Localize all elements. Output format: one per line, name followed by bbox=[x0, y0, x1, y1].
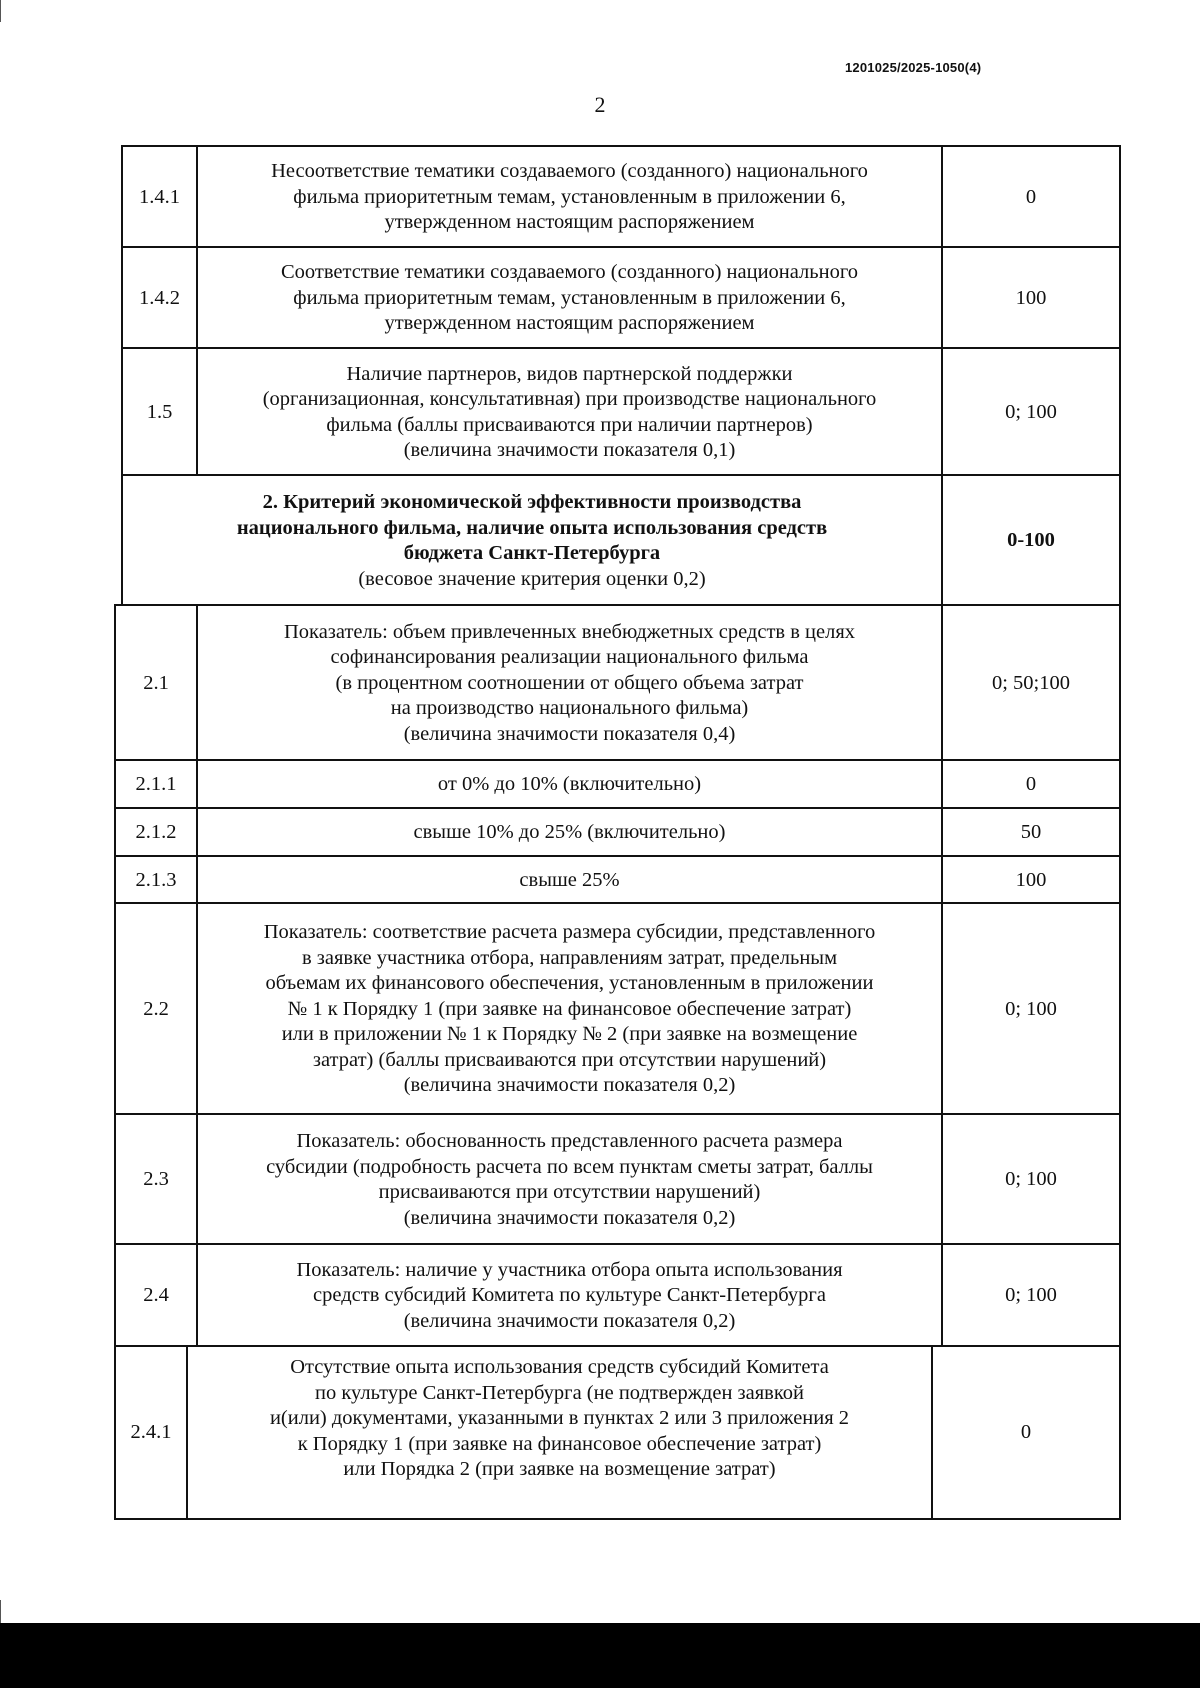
row-score: 0; 100 bbox=[1005, 1284, 1057, 1307]
row-number: 1.4.2 bbox=[123, 248, 198, 349]
row-number: 2.1.2 bbox=[116, 809, 198, 857]
row-number: 1.5 bbox=[123, 349, 198, 476]
row-score: 0; 50;100 bbox=[991, 671, 1071, 694]
table-row bbox=[121, 145, 1121, 248]
row-score: 0 bbox=[1025, 773, 1037, 796]
table-row bbox=[114, 902, 1121, 1115]
row-score: 0; 100 bbox=[1005, 1168, 1057, 1191]
row-description: Показатель: объем привлеченных внебюджетных средств в целях софинансирования реализации национального фильма (в процентном соотношении от общего объема затрат на производство национального фильма) (величина значимости показателя 0,4) bbox=[198, 606, 943, 761]
row-description: Показатель: соответствие расчета размера субсидии, представленного в заявке участника отбора, направлениям затрат, предельным объемам их финансового обеспечения, установленным в приложении № 1 к Порядку 1 (при заявке на финансовое обеспечение затрат) или в приложении № 1 к Порядку № 2 (при заявке на возмещение затрат) (баллы присваиваются при отсутствии нарушений) (величина значимости показателя 0,2) bbox=[198, 904, 943, 1115]
row-score: 100 bbox=[1015, 868, 1047, 891]
row-number: 2.1 bbox=[116, 606, 198, 761]
row-number: 2.1.1 bbox=[116, 761, 198, 809]
table-row bbox=[114, 1243, 1121, 1347]
scan-edge-mark bbox=[0, 0, 1, 22]
row-score: 0 bbox=[1025, 185, 1037, 208]
row-score: 50 bbox=[1020, 821, 1042, 844]
row-score: 100 bbox=[1015, 286, 1047, 309]
table-row bbox=[121, 246, 1121, 349]
row-number: 2.4.1 bbox=[116, 1347, 188, 1518]
row-number: 2.2 bbox=[116, 904, 198, 1115]
document-id: 1201025/2025-1050(4) bbox=[845, 60, 982, 75]
row-number: 1.4.1 bbox=[123, 147, 198, 248]
row-number: 2.4 bbox=[116, 1245, 198, 1347]
table-row bbox=[114, 807, 1121, 857]
row-description: Наличие партнеров, видов партнерской поддержки (организационная, консультативная) при производстве национального фильма (баллы присваиваются при наличии партнеров) (величина значимости показателя 0,1) bbox=[198, 349, 943, 476]
row-number: 2.1.3 bbox=[116, 857, 198, 904]
row-number: 2.3 bbox=[116, 1115, 198, 1245]
row-description: Соответствие тематики создаваемого (созданного) национального фильма приоритетным темам, установленным в приложении 6, утвержденном настоящим распоряжением bbox=[198, 248, 943, 349]
criterion-title: 2. Критерий экономической эффективности производства национального фильма, наличие опыта использования средств бюджета Санкт-Петербурга bbox=[236, 491, 828, 564]
row-description: Отсутствие опыта использования средств субсидий Комитета по культуре Санкт-Петербурга (не подтвержден заявкой и(или) документами, указанными в пунктах 2 или 3 приложения 2 к Порядку 1 (при заявке на финансовое обеспечение затрат) или Порядка 2 (при заявке на возмещение затрат) bbox=[188, 1347, 933, 1518]
criterion-row bbox=[121, 474, 1121, 606]
row-description: свыше 25% bbox=[198, 857, 943, 904]
criterion-weight-note: (весовое значение критерия оценки 0,2) bbox=[358, 567, 706, 590]
row-description: свыше 10% до 25% (включительно) bbox=[198, 809, 943, 857]
row-description: Показатель: наличие у участника отбора опыта использования средств субсидий Комитета по культуре Санкт-Петербурга (величина значимости показателя 0,2) bbox=[198, 1245, 943, 1347]
criterion-score: 0-100 bbox=[1007, 529, 1055, 552]
row-score: 0; 100 bbox=[1005, 400, 1057, 423]
table-row bbox=[121, 347, 1121, 476]
row-score: 0 bbox=[1020, 1420, 1032, 1443]
table-row bbox=[114, 759, 1121, 809]
row-score: 0; 100 bbox=[1005, 997, 1057, 1020]
scan-bottom-band bbox=[0, 1623, 1200, 1688]
table-row bbox=[114, 604, 1121, 761]
criterion-cell bbox=[123, 476, 943, 606]
row-description: от 0% до 10% (включительно) bbox=[198, 761, 943, 809]
scan-edge-mark bbox=[0, 1600, 1, 1624]
row-description: Несоответствие тематики создаваемого (созданного) национального фильма приоритетным темам, установленным в приложении 6, утвержденном настоящим распоряжением bbox=[198, 147, 943, 248]
table-row bbox=[114, 1113, 1121, 1245]
table-row bbox=[114, 855, 1121, 904]
row-description: Показатель: обоснованность представленного расчета размера субсидии (подробность расчета по всем пунктам сметы затрат, баллы присваиваются при отсутствии нарушений) (величина значимости показателя 0,2) bbox=[198, 1115, 943, 1245]
table-row bbox=[114, 1345, 1121, 1520]
page-number: 2 bbox=[594, 92, 606, 117]
